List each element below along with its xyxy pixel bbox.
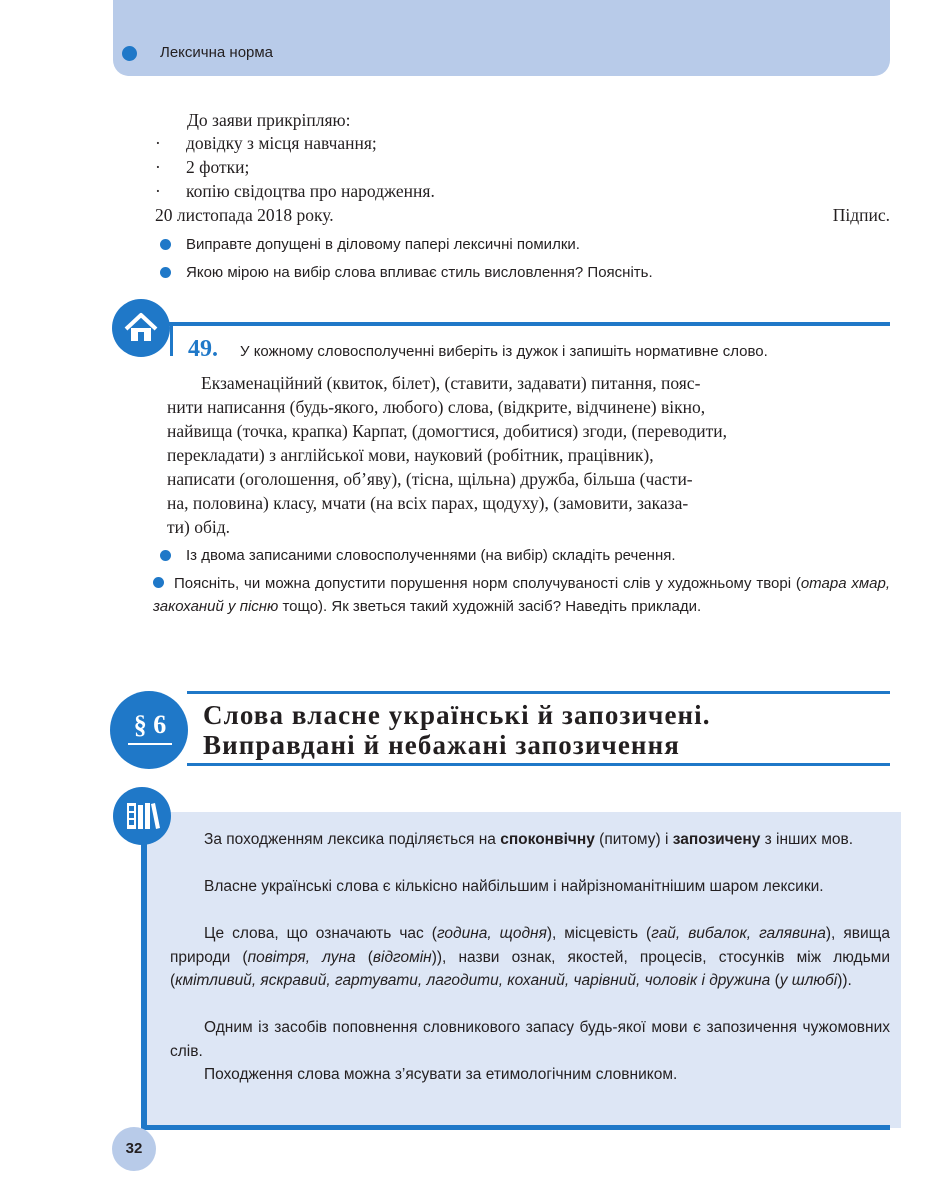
task-bullet-icon (153, 577, 164, 588)
theory-paragraph: Одним із засобів поповнення словникового запасу будь-якої мови є запозичення чужомовних слів. (170, 1019, 890, 1060)
header-section-title: Лексична норма (160, 44, 274, 61)
task-bullet-icon (160, 267, 171, 278)
section-number-underline (128, 743, 172, 745)
exercise-text-line: ти) обід. (167, 517, 231, 537)
attach-item-text: 2 фотки; (186, 157, 250, 177)
document-signature: Підпис. (832, 205, 890, 225)
exercise-text-line: перекладати) з англійської мови, науковий (робітник, працівник), (167, 445, 654, 465)
attach-item-text: довідку з місця навчання; (186, 133, 377, 153)
attach-item: · (155, 157, 161, 177)
exercise-text-line: на, половина) класу, мчати (на всіх парах, щодуху), (замовити, заказа- (167, 493, 689, 513)
exercise-task-2: Поясніть, чи можна допустити порушення норм сполучуваності слів у художньому творі (отара хмар, закоханий у пісню тощо). Як зветься такий художній засіб? Наведіть приклади. (153, 575, 890, 615)
theory-paragraph: Власне українські слова є кількісно найбільшим і найрізноманітнішим шаром лексики. (204, 878, 824, 895)
page-number: 32 (125, 1140, 143, 1157)
task-bullet-icon (160, 239, 171, 250)
task-bullet-icon (160, 550, 171, 561)
theory-box-border (141, 1125, 890, 1130)
header-bullet-icon (122, 46, 137, 61)
theory-paragraph: За походженням лексика поділяється на споконвічну (питому) і запозичену з інших мов. (204, 831, 854, 848)
task-text: Виправте допущені в діловому папері лексичні помилки. (186, 236, 580, 253)
exercise-text-line: написати (оголошення, об’яву), (тісна, щільна) дружба, більша (части- (167, 469, 693, 489)
section-title: Слова власне українські й запозичені. Виправдані й небажані запозичення (203, 700, 711, 760)
section-rule (187, 763, 890, 766)
attach-intro: До заяви прикріпляю: (187, 110, 351, 130)
document-date: 20 листопада 2018 року. (155, 205, 334, 225)
task-text: Якою мірою на вибір слова впливає стиль висловлення? Поясніть. (186, 264, 653, 281)
exercise-number: 49. (188, 336, 218, 362)
exercise-text-line: Екзаменаційний (квиток, білет), (ставити, задавати) питання, пояс- (201, 373, 701, 393)
exercise-text-line: найвища (точка, крапка) Карпат, (домогтися, добитися) згоди, (переводити, (167, 421, 728, 441)
home-task-icon (112, 299, 170, 357)
exercise-rule (170, 326, 173, 356)
section-number: § 6 (133, 710, 167, 739)
theory-box-border (141, 812, 147, 1128)
theory-paragraph: Це слова, що означають час (година, щодня), місцевість (гай, вибалок, галявина), явища природи (повітря, луна (відгомін)), назви ознак, якостей, процесів, стосунків між людьми (кмітливий, яскравий, гартувати, лагодити, коханий, чарівний, чоловік і дружина (у шлюбі)). (170, 925, 890, 989)
section-rule (187, 691, 890, 694)
exercise-text-line: нити написання (будь-якого, любого) слова, (відкрите, відчинене) вікно, (167, 397, 706, 417)
exercise-task: Із двома записаними словосполученнями (на вибір) складіть речення. (186, 547, 676, 564)
exercise-instruction: У кожному словосполученні виберіть із дужок і запишіть нормативне слово. (240, 343, 768, 360)
attach-item: · (155, 133, 161, 153)
page-header (113, 0, 890, 76)
attach-item: · (155, 181, 161, 201)
attach-item-text: копію свідоцтва про народження. (186, 181, 435, 201)
exercise-rule (145, 322, 890, 326)
books-icon (113, 787, 171, 845)
theory-paragraph: Походження слова можна з’ясувати за етимологічним словником. (204, 1066, 678, 1083)
